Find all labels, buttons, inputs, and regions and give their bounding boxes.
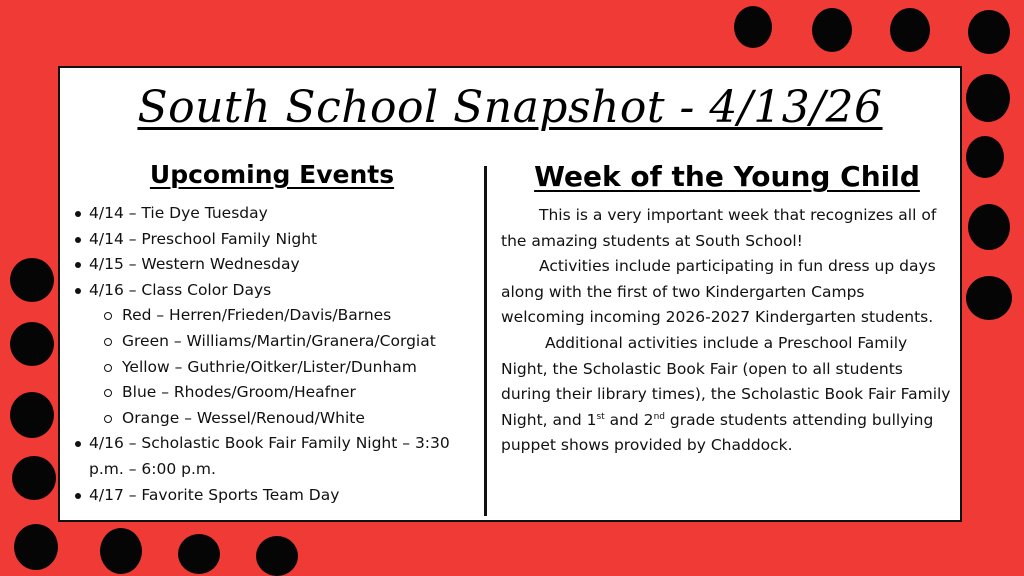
upcoming-events-heading: Upcoming Events (149, 160, 395, 189)
paragraph (501, 203, 951, 254)
list-item: 4/16 – Scholastic Book Fair Family Night – 3:30 p.m. – 6:00 p.m. (72, 431, 482, 482)
superscript: st (596, 411, 605, 422)
paragraph (501, 331, 951, 459)
column-divider (484, 166, 487, 516)
paragraph-text: and 2 (604, 410, 654, 429)
list-item: 4/14 – Preschool Family Night (72, 227, 482, 253)
sub-list-item: Green – Williams/Martin/Granera/Corgiat (72, 329, 482, 355)
sub-list-item: Yellow – Guthrie/Oitker/Lister/Dunham (72, 355, 482, 381)
dot (966, 276, 1012, 320)
sub-list-item: Orange – Wessel/Renoud/White (72, 406, 482, 432)
dot (890, 8, 930, 52)
dot (968, 10, 1010, 54)
page-title: South School Snapshot - 4/13/26 (137, 82, 883, 133)
list-item: 4/14 – Tie Dye Tuesday (72, 201, 482, 227)
paragraph-text: Activities include participating in fun dress up days along with the first of two Kindergarten Camps welcoming incoming 2026-2027 Kindergarten students. (501, 257, 936, 327)
week-heading: Week of the Young Child (534, 160, 920, 193)
dot (10, 392, 54, 438)
dot (812, 8, 852, 52)
dot (734, 6, 772, 48)
paragraph-text: Additional activities include a Preschool Family Night, the Scholastic Book Fair (open to all students during their library times), the Scholastic Book Fair Family Night, and 1 (501, 333, 951, 429)
newsletter-card (58, 66, 962, 522)
dot (966, 136, 1004, 178)
dot (12, 456, 56, 500)
upcoming-events-list (72, 201, 482, 508)
dot (968, 204, 1010, 250)
list-item: 4/17 – Favorite Sports Team Day (72, 483, 482, 509)
superscript: nd (653, 411, 665, 422)
dot (10, 258, 54, 302)
week-body (501, 203, 951, 459)
dot (14, 524, 58, 570)
sub-list-item: Red – Herren/Frieden/Davis/Barnes (72, 303, 482, 329)
paragraph-text: This is a very important week that recognizes all of the amazing students at South School! (501, 206, 937, 250)
paragraph (501, 254, 951, 331)
dot (966, 74, 1010, 122)
dot (100, 528, 142, 574)
dot (256, 536, 298, 576)
paragraph-text: grade students attending bullying puppet shows provided by Chaddock. (501, 410, 934, 455)
dot (10, 322, 54, 366)
sub-list-item: Blue – Rhodes/Groom/Heafner (72, 380, 482, 406)
list-item: 4/16 – Class Color Days (72, 278, 482, 304)
dot (178, 534, 220, 574)
list-item: 4/15 – Western Wednesday (72, 252, 482, 278)
